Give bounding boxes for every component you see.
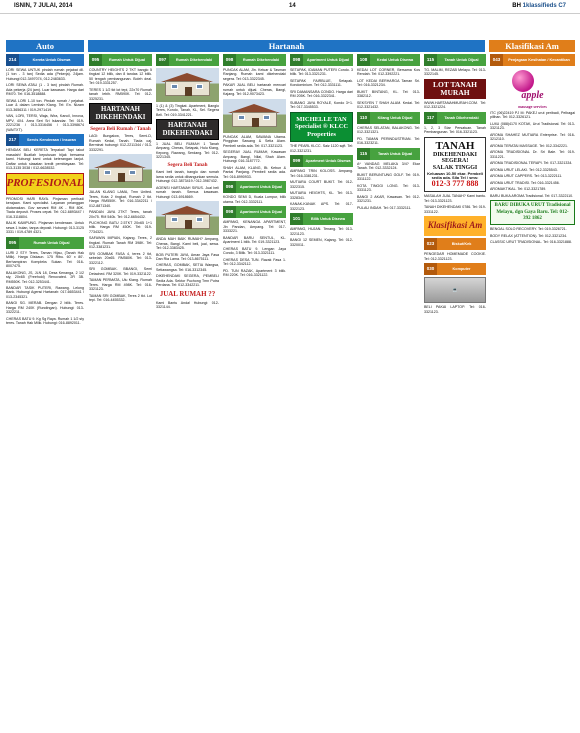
house-photo (156, 201, 219, 235)
category-number: 098 (290, 54, 303, 66)
category-number: 095 (89, 54, 102, 66)
classified-ad: BUKIT BERUNTUNG GOLF. Tel: 019-3311122. (357, 172, 420, 182)
house-door (185, 87, 192, 96)
classified-ad: KANAK-KANAK APS. Tel: 017-3322123. (290, 202, 353, 211)
classified-ad: PENGEDAR HOMEMADE COOKIE. Tel: 012-3321123. (424, 252, 486, 261)
category-number: 115 (424, 54, 437, 66)
classified-ad: PANDAN JAYA 2TKT Teres, tanah 20x75. RM 540k. Tel: 012-6654432. (89, 210, 152, 219)
column-rumah-dikehendaki (156, 54, 219, 726)
category-number: 098 (223, 181, 236, 193)
category-header (6, 54, 84, 66)
classified-ad: PUNCAK ALAM, Jln. Keluar & Tasman Ranjang. Rumah kami dikehendaki segera. Tel: 013-3322345. (223, 68, 286, 81)
classified-ad: TERES 1 1/2 tkt lot tepi, 22x70 Rumah tanah lebih. RM590K. Tel: 012-3325231. (89, 87, 152, 101)
category-label: Kilang Untuk Dijual (370, 112, 420, 124)
classified-ad: SEKSYEN 7 SHAH ALAM. Kedai. Tel: 012-3321432. (357, 100, 420, 110)
house-photo (156, 68, 219, 102)
category-header (424, 263, 486, 275)
classified-ad: LU4U (088)4170 KOTAK, Urut Tradisional. Tel: 013-3321123. (490, 121, 575, 131)
category-label: Apartment Untuk Dijual (236, 206, 286, 218)
classified-ad: CHERAS SELATAN, BALAKONG. Tel: 012-3321321. (357, 125, 420, 135)
classified-ad: PUCHONG BATU 2.5TKT 20x65 1+1 bilik. Harga RM 450K. Tel: 019-7734321. (89, 220, 152, 234)
classified-ad: AROMA URUT LELAKI. Tel: 012-3325543. (490, 167, 558, 172)
classified-ad: BANDAR BARU SENTUL, KL. Apartment 1 bilik. Tel: 019-3321123. (223, 235, 286, 245)
tanah-line: Keluasan 10-50 ekar. Pembeli sedia ada. Sila Tel / sms: (427, 170, 483, 180)
house-window (263, 115, 270, 120)
category-header (223, 54, 286, 66)
classified-ad: SHAH ALAM, KLANG, Bt. Kebun & Pantai Panjang. Pembeli sedia ada. Tel: 016-8990933. (223, 165, 286, 179)
category-label: Apartment Untuk Disewa (303, 155, 353, 167)
classified-ad: PULAU INDAH. Tel: 017-3332111. (357, 205, 412, 210)
classified-ad: TAMAN PERMATA, Ulu Klang. Rumah Teres. Harga RM 498K. Tel: 016-3321123. (89, 278, 152, 292)
apple-subtitle: massage services (518, 104, 547, 109)
classified-ad: AROMA TRADISIONAL TERAPI. Tel: 017-3321334. (490, 161, 573, 166)
classified-ad: BOB PUTERI JAYA, Aman Jaya Fasa Dan Ria Lama. Tel: 013-8675111. (156, 252, 219, 261)
category-header (290, 155, 353, 167)
category-number: 110 (357, 112, 370, 124)
classified-ad: 1 JUAL BELI RUMAH 1 Tanah Ampang, Cheras, Setapak, Hulu Klang, Kepong, Rawang, Serdang. Tel: 012-3221345. (156, 141, 219, 160)
classified-ad: AMPANG, KENANGA APARTMENT, Jln Pandan, Ampang. Tel: 017-3333221. (223, 220, 286, 234)
classified-ad: SRI GOMBAK FASA 4, teres 2 tkt, sebelah 20x65. RM580K. Tel: 013-3322112. (89, 251, 152, 265)
house-photo (89, 154, 152, 188)
baru-dibuka-ad: BARU DIBUKA URUT Tradisional Melayu, dgn Gaya Baru. Tel: 012-392 1862 (490, 200, 575, 225)
classified-ad: Kami Bantu Anda! Hubungi: 012-3321144. (156, 300, 219, 310)
classified-ad: SEWA LORI 1-10 ton. Pindah rumah / pejabat. Luar & dalam Lembah Klang. Tel: En. Nizam 013-3656311 / 019-2971419. (6, 98, 84, 112)
classified-ad: THE PEARL KLCC. Saiz 1120 sqft. Tel: 012-3321231. (290, 144, 353, 153)
category-number: 108 (357, 54, 370, 66)
house-window (171, 217, 178, 222)
category-number: 101 (290, 213, 303, 225)
tanah-mid: DIKEHENDAKI (432, 151, 477, 158)
classified-ad: CHERAS BATU 9. Kg Sg Raya. Rumah 1 1/2 sty teres. Tanah Hak Milik. Hubungi: 016-8892011. (6, 316, 84, 326)
classified-ad: PD. TUN RAZAK, Apartment 3 bilik. RM 220K. Tel: 016-3321122. (223, 268, 286, 278)
category-label: Apartment Untuk Dijual (236, 181, 286, 193)
classified-ad: WWW.HARTANAHMURAH.COM. Tel: 012-3321224. (424, 100, 486, 110)
category-number: 217 (6, 134, 19, 146)
classified-ad: SETAPAK FAIRBLUE, Setapak. Kondominium. Tel: 012-3331111. (290, 78, 353, 88)
category-header (223, 206, 286, 218)
classified-ad: SAFAWIN IMPIAN, Kajang. Teres, 2 tingkat. Rumah Tanah RM 398K. Tel: 012-3381231. (89, 236, 152, 250)
category-label: Tanah Dikehendaki (437, 112, 486, 124)
category-header (290, 213, 353, 225)
classified-ad: CHERAS DESA TUN. Razak Fasa 1. Tel: 012-3342112. (223, 257, 286, 267)
classified-ad: TANAH DIKEHENDAKI 0786. Tel: 019-3331122. (424, 205, 486, 214)
classified-ad: AMPANG TRIN KOLOSS. Ampang. Tel: 016-3381231. (290, 169, 353, 178)
category-header (357, 112, 420, 124)
classified-ad: TAMAN SRI GOMBAK, Teres 2 tkt. Lot tepi. Tel: 016-4455332. (89, 293, 152, 303)
tanah-dikehendaki-ad (424, 137, 486, 192)
brand-prefix: BH (512, 2, 521, 9)
classified-ad: LOT KEDAI BERHARGA Taman Sri. Tel: 016-3321234. (357, 78, 420, 88)
house-door (252, 118, 259, 127)
tanah-subtitle: SALAK TINGGI (432, 164, 478, 171)
column-auto (6, 54, 84, 726)
category-label: Tanah Untuk Dijual (437, 54, 486, 66)
category-number: 214 (6, 54, 19, 66)
profesional-banner: PROFESIONAL (6, 173, 84, 195)
classified-ad: DIKEHENDAKI SEGERA, PEMBELI Sedia Ada. Sektor Puchong Tmn Putra Perdana. Tel: 012-3342211. (156, 274, 219, 288)
classified-ad: HENDAK BELI KERETA Terpakai! Tapi takut masalah! Buatlah keputusan bijak bersama kami. Hubungi kami untuk keterangan lanjut. Daftar untuk siasatan kredit pembiayaan. Tel: 013-3135 3038 / 012-6628532. (6, 148, 84, 171)
klasifikasi-am-banner: Klasifikasi Am (424, 216, 486, 236)
category-header (6, 134, 84, 146)
category-label: Kedai Untuk Disewa (370, 54, 420, 66)
classified-ad: MASALAH JUAL TANAH? Kami bantu. Tel: 013-3321123. (424, 194, 486, 203)
classified-ad: LURI 2 STY Teres, Taman Hijau, (Tanah Hak Milik). Harga Diskaun. 175 Ribu. 60' x 80'. Berhampiran Kompleks Sukan. Tel: 016-8007475. (6, 250, 84, 269)
classified-ad: A* VANDAG MELAKA 3/4? Ekar Tanah. Tel: 012-3332124. (357, 161, 420, 171)
classified-ad: BANDAR TASIK PUTERI, Rawang. Lelong Bank. Hubungi Agensi Hartanah: 017-6653441 / 013-2345321. (6, 285, 84, 299)
house-window (196, 217, 203, 222)
classified-ad: LORI SEWA ATAU (1 - 3 tan) pindah Rumah. Ada pekerja (24 jam). Luar kawasan. Harga dari RM70. Tel: 016-3518888. (6, 83, 84, 97)
classified-ad: KEDAI LOT CORNER, Bersama Kos Rendah. Tel: 012-3392221. (357, 68, 420, 77)
category-label: Kereta Untuk Disewa (19, 54, 84, 66)
category-label: Komputer (437, 263, 486, 275)
classified-ad: BELI PAKAI LAPTOP. Tel: 016-3321123. (424, 305, 486, 314)
hartanah-dikehendaki-banner: HARTANAH DIKEHENDAKI (156, 119, 219, 139)
category-label: Tanah Untuk Dijual (370, 148, 420, 160)
category-number: 043 (490, 54, 503, 66)
classified-ad: BANGI SG. MERAB. Dengan 2 bilik. Teres. Harga RM 240K (Rundingan). Hubungi: 013-3322211. (6, 301, 84, 315)
classified-ad: TG. MALIM, REZAB Melayu. Tel: 013-3322145. (424, 68, 486, 77)
classified-ad: VAN, LORI, TERSI, Waja, Wira, Kancil, Innova, MPV, 4X4. Area Seri Sri Iskandar. Tel: 019-2221236 / 013-3316456 / 013-3398674 (WA/TXT). (6, 114, 84, 132)
classified-ad: AGENSI HARTANAH SIRUS. Jual beli rumah tanah. Semua kawasan. Hubungi: 013-6918669. (156, 185, 219, 199)
category-header (357, 54, 420, 66)
house-door (118, 173, 125, 182)
michelle-tan-banner: MICHELLE TAN Specialist ® KLCC Properties (290, 112, 353, 142)
section-klasifikasi-am: Klasifikasi Am (489, 40, 575, 52)
page-header-bar (0, 0, 580, 14)
house-window (196, 84, 203, 89)
classified-ad: AROMA URUT TRADISI. Tel: 016-3321456. (490, 180, 560, 185)
category-header (6, 237, 84, 249)
category-number: 095 (6, 237, 19, 249)
classified-ad: PROMOSI HARI RAYA. Pinjaman peribadi kerajaan. Kami specialist. Layanan pelanggan diutamakan. Gov servant RM 4K - RM 80K. Tiada deposit. Proses cepat. Tel: 012-6893447 / 016-3118804. (6, 196, 84, 219)
classified-ad: LAGI: Bungalow, Teres, Semi-D, Rumah Kedai, Tanah. Tiada caj. Berminat hubungi: 012-2211344 / 013-3332291. (89, 134, 152, 152)
classified-ad: SRI DAMANSARA CONDO. Harga dari RM 205K. Tel: 016-3322341. (290, 89, 353, 99)
category-header (424, 238, 486, 250)
classified-ad: SETAPAK, IDAMAN PUTERI Condo. 3 bilik. Tel: 013-3321231. (290, 68, 353, 77)
category-number: 115 (357, 148, 370, 160)
segera-heading: Segera Beli Rumah / Tanah (90, 125, 151, 132)
classified-ad: BARU BUKA AROMA Tradisional. Tel: 017-3322110. (490, 193, 574, 198)
classified-ad: AROMA URUT CAPPERS. Tel: 013-3222111. (490, 174, 563, 179)
classified-ad: PAKAR JUAL BELI hartanah mencari rumah untuk dijual. Cheras, Bangi, Kajang. Tel: 012-9073423. (223, 83, 286, 97)
laptop-icon: 💻 (452, 287, 458, 292)
category-header (424, 54, 486, 66)
category-number: 098 (223, 54, 236, 66)
classified-ad: BANGI 2 AKAR, Kawasan. Tel: 012-3321231. (357, 194, 420, 204)
category-number: 097 (156, 54, 169, 66)
section-hartanah: Hartanah (88, 40, 485, 52)
classified-ad: AROMA TRADISIONAL Dr. Sri Bale. Tel: 019-3311221. (490, 150, 575, 159)
classified-ad: CHERAS BATU 9. Lengan Jaya Condo, 3 Bilik. Tel: 013-3321111. (223, 246, 286, 256)
brand-masthead (512, 3, 566, 11)
classified-ad: AMPANG, HUJAN. Tenang. Tel: 013-3221123. (290, 227, 353, 236)
classified-ad: LORI SEWA UNTUK pindah rumah pejabat dll. (1 ton - 3 tan) Sedia ada (Pekerja). 24jam. Hubungi 012-3497074, 012-2483633. (6, 68, 84, 81)
tanah-phone: 012-3 777 888 (431, 179, 479, 189)
column-tanah (424, 54, 486, 726)
tanah-title: SEGERA! (441, 158, 469, 165)
classified-ad: SUBANG JAYA ROYALE, Kondo 3+1. Tel: 017-3345533. (290, 100, 353, 110)
category-label: Servis Kenderaan / Insuran (19, 134, 84, 146)
classified-ad: KOTA TINGGI LONG. Tel: 013-3331123. (357, 183, 420, 193)
jual-rumah-heading: JUAL RUMAH ?? (159, 289, 216, 298)
classified-ad: AROMAKTIKAL. Tel: 012-3321789. (490, 187, 547, 192)
category-header (490, 54, 575, 66)
category-number: 023 (424, 238, 437, 250)
classified-ad: CHERAS, GOMBAK, SETIA Wangsa, Setiawangsa. Tel: 016-3312345. (156, 263, 219, 272)
category-header (357, 148, 420, 160)
classified-ad: 1, 2, 3 Star Persatuan. Tanah Pembangunan. Tel: 016-3321123. (424, 125, 486, 135)
tanah-big: TANAH (435, 139, 475, 152)
page-number: 14 (288, 2, 296, 9)
house-window (238, 115, 245, 120)
classified-ad: SRI GOMBAK. BBANGI, Semi Detached. RM 320K. Tel: 019-3321122. (89, 267, 152, 276)
category-header (89, 54, 152, 66)
hartanah-dikehendaki-banner: HARTANAH DIKEHENDAKI (89, 103, 152, 123)
column-kedai-kilang (357, 54, 420, 726)
category-header (223, 181, 286, 193)
column-rumah-dijual (89, 54, 152, 726)
classified-ad: AROMA SHAHEZ MUTIARA Enterprise. Tel: 016-3212110. (490, 132, 575, 142)
house-window (129, 170, 136, 175)
classified-ad: 1 (1) & (3) Tingkat. Apartment, Banglo Teres, Kondo, Tanah, KL, Sel. Segera Beli. Tel: 019-3341221. (156, 104, 219, 117)
house-door (185, 220, 192, 229)
classified-ad: BALAKONG, JS, JLN 18, Desa Kenanga, 2 1/2 sty, 20x65 (Freehold) Renovated. 2R 3B. RM550K. Tel: 012-3253441. (6, 270, 84, 284)
category-label: Rumah Untuk Dijual (19, 237, 84, 249)
category-label: Rumah Untuk Dijual (102, 54, 152, 66)
classified-ad: BENGAL SOLO RECOVERY. Tel: 019-3326721. (490, 227, 567, 232)
lot-tanah-banner: LOT TANAH MURAH (424, 79, 486, 99)
classified-ad: BODY RELAX (ATTENTION). Tel: 012-3321234. (490, 233, 568, 238)
category-label: Rumah Dikehendaki (236, 54, 286, 66)
classified-ad: ANDA MAH BAIK RUMAH? Ampang, Cheras, Bangi. Kami beli, jual, sewa. Tel: 012-3383425. (156, 237, 219, 251)
apple-wordmark: apple (521, 89, 544, 101)
column-apartment-dijual (290, 54, 353, 726)
classified-ad: Kami beli tanah, banglo dan rumah lama sedia untuk dibangunkan semula. Hubungi: 012-3873419 / 012-3987432. (156, 170, 219, 184)
house-photo (223, 99, 286, 133)
laptop-photo (424, 277, 486, 303)
classified-ad: SEGERA!! JUAL RUMAH, Kawasan Ampang. Bangi, Nilai, Shah Alam. Hubungi: 016-3187772. (223, 150, 286, 164)
category-label: Penjagaan Kesihatan / Kecantikan (503, 54, 575, 66)
section-auto: Auto (6, 40, 84, 52)
house-window (171, 84, 178, 89)
column-rumah-dikehendaki-2 (223, 54, 286, 726)
classified-ad: BANGI 12 SEMEN, Kajang. Tel: 012-3320011. (290, 238, 353, 247)
classified-ad: MUTIARA COURT BUKIT. Tel: 012-3322315. (290, 180, 353, 189)
classified-ad: KONDO SEMI D, Kuala Lumpur, bilik utama. Tel: 012-3332111. (223, 195, 286, 204)
apple-logo (490, 68, 575, 102)
category-label: Bilik Untuk Disewa (303, 213, 353, 225)
category-header (156, 54, 219, 66)
classified-ad: PUNCAK ALAM, SAWANA Utama. Pinggiran Sawang & Setia Alam. Pembeli sedia ada. Tel: 017-3321123. (223, 134, 286, 148)
category-header (424, 112, 486, 124)
classified-ad: PD. TAMAN PERINDUSTRIAN. Tel: 016-3323211. (357, 136, 420, 146)
classified-ad: JALAN KLANG LAMA, Tmn United. Teres, Kota 2 tingkat, Rumah 2 tkt. Harga RM550K. Tel: 016-3342211 / 012-8871340. (89, 190, 152, 208)
column-klasifikasi (490, 54, 575, 726)
classified-ad: COUNTRY HEIGHTS 2 TKT banglo 5 tingkat 12 bilik, dan 8 tandas 12 bilik. 50 tengah pembangunan. Boleh deal. Tel: 019-3331257. (89, 68, 152, 86)
issue-date: ISNIN, 7 JULAI, 2014 (14, 2, 73, 9)
category-number: 117 (424, 112, 437, 124)
category-number: 098 (223, 206, 236, 218)
classified-ad: CLASSIC URUT TRADISIONAL. Tel: 016-3321888. (490, 239, 572, 244)
classified-ad: BUKIT BINTANG, KL. Tel: 013-3382112. (357, 89, 420, 99)
classified-ad: AROMA TERATAI MASSAGE. Tel: 012-3342221. (490, 143, 569, 148)
house-window (104, 170, 111, 175)
brand-name: 1klassifieds C7 (522, 2, 566, 9)
category-number: 030 (424, 263, 437, 275)
segera-heading: Segera Beli Tanah (167, 161, 208, 168)
category-label: Apartment Untuk Dijual (303, 54, 353, 66)
category-number: 099 (290, 155, 303, 167)
category-header (290, 54, 353, 66)
classified-ad: BALIK KAMPUNG. Pinjaman kenderaan. Untuk sewa 1 bulan, tanpa deposit. Hubungi: 013-3125 3331 / 019-4789 4321. (6, 221, 84, 235)
classified-ad: MUTIARA HEIGHTS, KL. Tel: 013-3328341. (290, 191, 353, 200)
category-label: Rumah Dikehendaki (169, 54, 219, 66)
classified-ad: ITC (06)22419 PJ M: PAKEJ urut peribadi, Pelbagai pilihan. Tel: 012-3326121. (490, 111, 575, 120)
category-label: Biskut/Kek (437, 238, 486, 250)
